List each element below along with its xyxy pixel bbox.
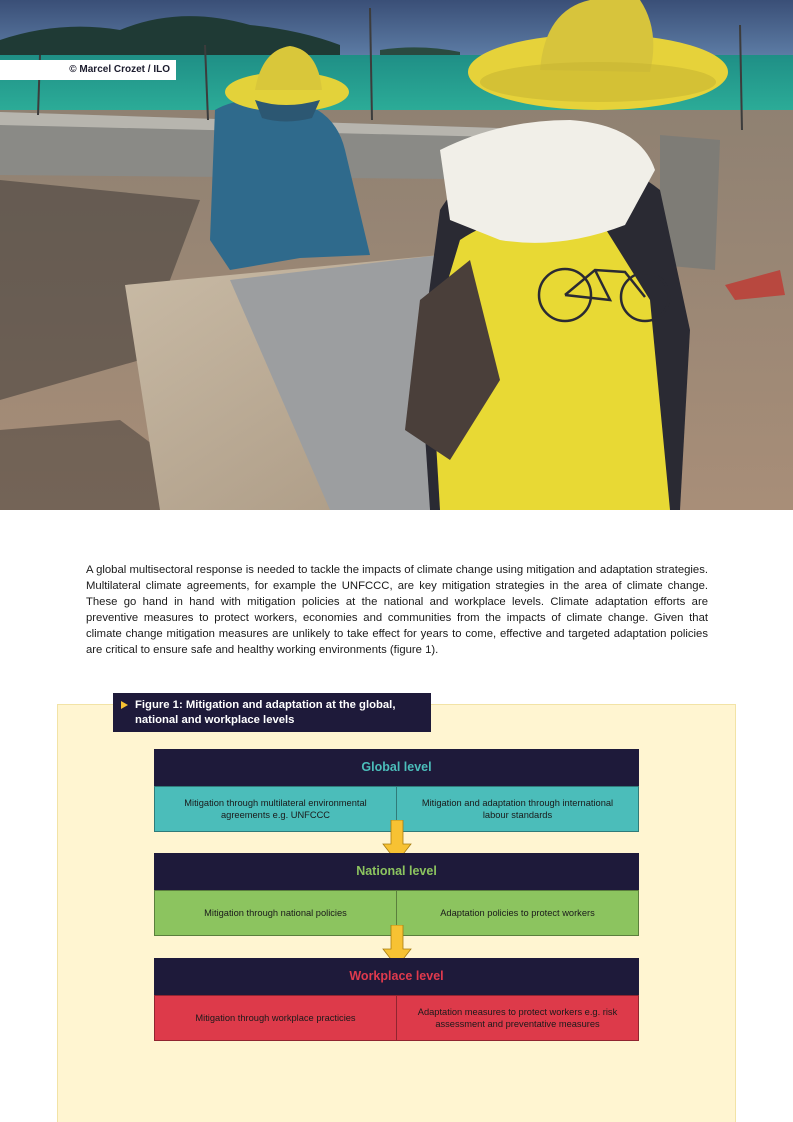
level-cell-mitigation: Mitigation through workplace practicies	[195, 1012, 356, 1023]
figure-title-box	[113, 693, 431, 732]
photo-credit: © Marcel Crozet / ILO	[0, 60, 176, 80]
level-cell-adaptation: Mitigation and adaptation through international labour standards	[396, 787, 638, 831]
level-cell-mitigation: Mitigation through multilateral environmental agreements e.g. UNFCCC	[184, 797, 367, 820]
level-heading-global	[154, 749, 639, 786]
level-heading-workplace	[154, 958, 639, 995]
level-cell-adaptation: Adaptation measures to protect workers e.g. risk assessment and preventative measures	[396, 996, 638, 1040]
level-cell-mitigation: Mitigation through national policies	[204, 907, 347, 918]
level-cell-adaptation: Adaptation policies to protect workers	[396, 891, 638, 935]
play-triangle-icon	[121, 701, 128, 709]
level-heading-national	[154, 853, 639, 890]
level-row-workplace	[154, 995, 639, 1041]
level-heading-text: National level	[356, 864, 437, 878]
level-heading-text: Workplace level	[349, 969, 444, 983]
figure-title: Figure 1: Mitigation and adaptation at the global, national and workplace levels	[135, 699, 396, 726]
intro-paragraph: A global multisectoral response is needed to tackle the impacts of climate change using mitigation and adaptation strategies. Multilateral climate agreements, for example the UNFCCC, are key mitigation strategies in the area of climate change. These go hand in hand with mitigation policies at the national and workplace levels. Climate adaptation efforts are preventive measures to protect workers, economies and communities from the impacts of climate change. Given that climate change mitigation measures are unlikely to take effect for years to come, effective and targeted adaptation policies are critical to ensure safe and healthy working environments (figure 1).	[86, 564, 708, 656]
cover-photo	[0, 0, 793, 510]
level-heading-text: Global level	[361, 760, 432, 774]
